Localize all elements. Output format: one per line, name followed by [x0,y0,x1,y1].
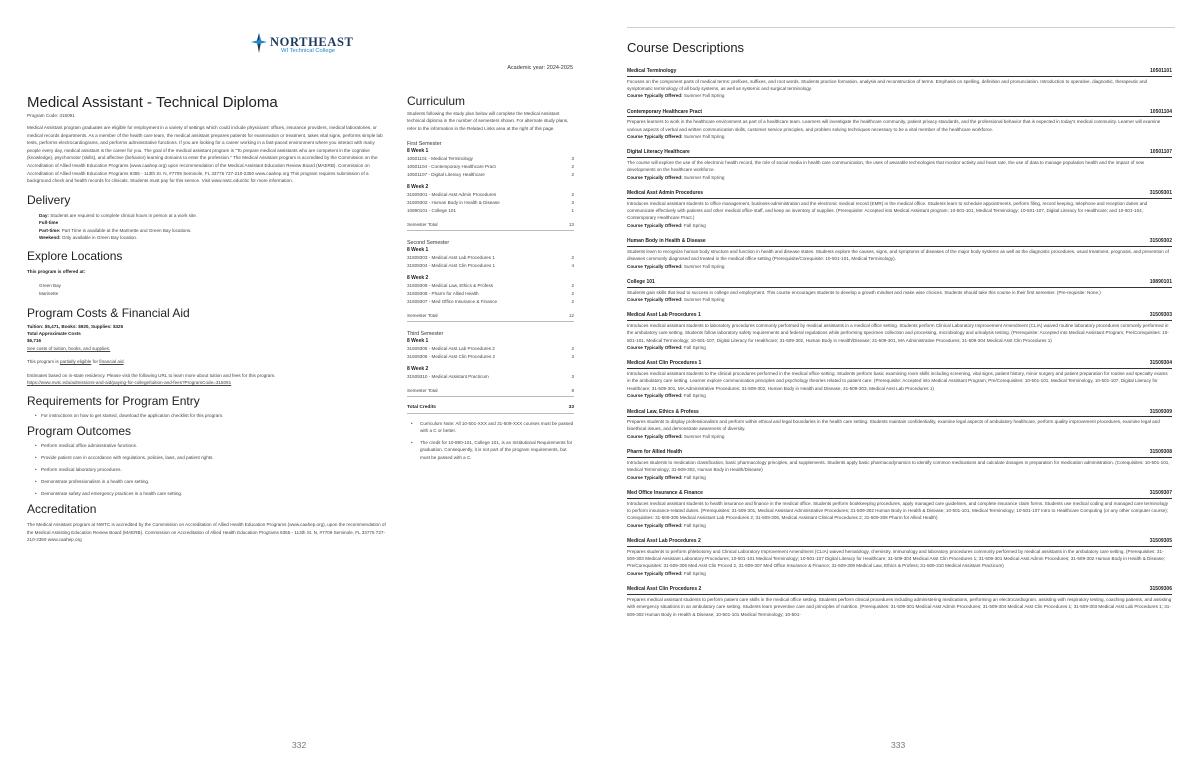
course-credits: 3 [571,373,574,379]
offered-label: Course Typically Offered: [627,222,683,228]
delivery-text: Only available in Green Bay location. [61,234,138,240]
tuition-url-link[interactable]: https://www.nwtc.edu/admissions-and-aid/paying-for-college/tuition-and-fees?ProgramCode=315091 [27,380,232,386]
course-offered [627,570,1172,577]
course-name: 31509307 - Med Office Insurance & Finance [407,299,498,305]
compass-star-icon [250,32,268,54]
course-description-header [627,279,1172,288]
delivery-item [39,219,387,226]
offered-label: Course Typically Offered: [627,93,683,99]
offered-at-label: This program is offered at: [27,269,86,275]
course-description [627,586,1172,618]
course-offered [627,133,1172,140]
offered-value: Fall Spring [683,522,706,528]
course-description-text: Introduces medical assistant students to office management, business-administration and the electronic medical record (EMR) in the medical office. Students learn to schedule appointments, perform filing, record keeping, telephone and reception duties and communicate effectively with patients and other medical office staff, and keep an inventory of supplies. (Prerequisite: Accepted into Medical Assistant program; 10-501-101, Medical Terminology; 10-501-107, Digital Literacy for Healthcare; and 10-501-104, Contemporary Healthcare Pract.) [627,200,1148,221]
course-title: Contemporary Healthcare Pract [627,108,703,115]
course-credits: 2 [571,345,574,351]
course-description [627,238,1172,270]
delivery-heading: Delivery [27,192,71,207]
course-description-header [627,409,1172,418]
logo-name: NORTHEAST [270,35,354,49]
offered-value: Summer Fall Spring [683,433,725,439]
course-row [407,199,574,207]
course-description-header [627,149,1172,158]
delivery-text: Part Time is available at the Marinette and Green Bay locations. [61,227,192,233]
course-code: 31509309 [1149,408,1172,415]
location-item: Green Bay [39,282,61,288]
offered-value: Summer Fall Spring [683,263,725,269]
list-item: • Demonstrate safety and emergency practices in a health care setting. [35,490,387,497]
course-description [627,409,1172,441]
delivery-label: Full-time [39,220,59,226]
course-description-text: Prepares learners to work in the healthcare environment as part of a healthcare team. Learners will investigate the healthcare community, patient privacy standards, and the professional behavior that is expected in today's medical community. Learner will examine various aspects of verbal and written communication skills, customer service principles, and problem solving techniques necessary to be a vital member of the healthcare workforce. [627,119,1161,132]
course-description-header [627,190,1172,199]
course-description-header [627,586,1172,595]
course-offered [627,92,1172,99]
semester-total [407,387,574,397]
offered-label: Course Typically Offered: [627,522,683,528]
course-row [407,298,574,306]
course-description [627,538,1172,577]
divider [627,27,1175,28]
offered-label: Course Typically Offered: [627,134,683,140]
offered-label: Course Typically Offered: [627,570,683,576]
course-description [627,149,1172,181]
page-number-right: 333 [891,740,906,750]
course-code: 10501107 [1150,149,1172,156]
course-description-header [627,490,1172,499]
course-title: Medical Asst Clin Procedures 1 [627,360,702,367]
course-offered [627,263,1172,270]
semester-total-label: Semester Total [407,222,438,228]
course-name: 10501107 - Digital Literacy Healthcare [407,172,485,178]
locations-list [27,282,387,298]
partially-eligible-link[interactable]: partially eligible [59,359,92,365]
right-page [600,0,1200,776]
list-item: • Provide patient care in accordance with regulations, policies, laws, and patient rights. [35,454,387,461]
semester-total [407,312,574,322]
academic-year: Academic year: 2024-2025 [507,65,573,71]
list-item: • For instructions on how to get started, download the application checklist for this program. [35,412,387,419]
course-description-text: Introduces medical assistant students to the clinical procedures performed in the medical office setting. Students perform basic examining room skills including screening, vital signs, patient history, minor surgery and patient preparation for routine and specialty exams in the ambulatory care setting. Learner explore communication principles and psychology theories related to patient care. (Prerequisite: Accepted into Medical Assistant Program; Pre/Corequisites: 10-501-101, Medical Terminology, 10-501-107, Digital Literacy for Healthcare; 31-509-301, MA Administrative Procedures; 31-509-302, Human Body in Health and Disease, 31-509-303, Medical Asst Lab Procedures 1) [627,370,1168,391]
course-row [407,155,574,163]
course-description-text: Prepares students to display professionalism and perform within ethical and legal boundaries in the health care setting. Students maintain confidentiality, examine legal aspects of ambulatory healthcare, perform quality improvement procedures, examine legal and bioethical issues, and demonstrate awareness of diversity. [627,419,1160,432]
page-title: Medical Assistant - Technical Diploma [27,94,278,111]
week-label: 8 Week 2 [407,184,429,191]
course-offered [627,296,1172,303]
offered-value: Fall Spring [683,474,706,480]
course-code: 31509308 [1149,449,1172,456]
course-credits: 2 [571,299,574,305]
delivery-label: Part-time: [39,227,61,233]
course-row [407,171,574,179]
course-name: 31509310 - Medical Assistant Practicum [407,373,489,379]
course-title: Medical Asst Admin Procedures [627,190,704,197]
tuition-line: Tuition: $5,471, Books: $920, Supplies: $325 [27,323,124,329]
program-code: Program Code: 315091 [27,113,75,118]
course-row [407,207,574,215]
accreditation-text: The Medical Assistant program at NWTC is accredited by the Commission on Accreditation of Allied Health Education Programs (www.caahep.org), upon the recommendation of the Medical Assisting Education Review Board (MAERB). Commission on Accreditation of Allied Health Education Programs 9355 - 113th St. N, #7709 Seminole, FL 33775 727-210-2350 www.caahep.org [27,522,386,543]
semester-title: Third Semester [407,331,444,338]
course-description-list [627,68,1172,738]
course-name: 31509304 - Medical Asst Clin Procedures 1 [407,263,496,269]
delivery-text: Students are required to complete clinical hours in person at a work site. [50,212,198,218]
total-credits-label: Total Credits [407,405,436,411]
course-name: 31509302 - Human Body in Health & Disease [407,200,500,206]
curriculum-note: • The credit for 10-890-101, College 101, is an Institutional Requirements for graduation. Consequently, it is not part of the program requirements, but must be passed with a C. [411,439,574,461]
eligible-mid: for [91,359,100,365]
course-description [627,449,1172,481]
program-intro: Medical Assistant program graduates are eligible for employment in a variety of settings which could include physicians' offices, insurance providers, medical laboratories, or medical records departments. As a member of the health care team, the medical assistant prepares patients for examination or treatment, takes vital signs, performs simple lab tests, performs electrocardiograms, and performs administrative functions. If you are looking for a career working in a fast-paced environment where you interact with many people every day, medical assistant is the career for you. The goal of the medical assistant program is "To prepare medical assistants who are competent in the cognitive (knowledge), psychomotor (skills), and affective (behavior) learning domains to enter the profession." The Medical Assistant program is accredited by the Commission on the Accreditation of Allied Health Education Programs (www.caahep.org) upon recommendation of the Medical Assistant Education Review Board (MAERB). Commission on Accreditation of Allied Health Education Programs 9355 - 113th St. N, #7709 Seminole, FL 33775 727-210-2350 www.caahep.org This program requires submission of a background check and health records for clinicals. Students must pay for this service. Visit www.nwtc.edu/cbc for more information. [27,125,383,184]
total-costs-label: Total Approximate Costs [27,331,81,336]
course-offered [627,433,1172,440]
college-logo [250,32,360,56]
course-title: College 101 [627,279,655,285]
course-name: 31509303 - Medical Asst Lab Procedures 1 [407,254,495,260]
delivery-label: Weekend: [39,234,61,240]
course-row [407,163,574,171]
course-row [407,353,574,361]
offered-label: Course Typically Offered: [627,474,683,480]
course-offered [627,392,1172,399]
course-title: Med Office Insurance & Finance [627,490,703,496]
course-description-text: Students gain skills that lead to success in college and employment. This course encourages students to develop a growth mindset and make wise choices. Students should take this course in their first semester. (Pre-requisite: None.) [627,289,1101,295]
course-name: 31509309 - Medical Law, Ethics & Profess [407,282,494,288]
financial-aid-link[interactable]: financial aid [99,359,124,365]
program-overview [27,94,387,544]
semester-total [407,221,574,231]
semester-total-label: Semester Total [407,313,438,319]
offered-label: Course Typically Offered: [627,345,683,351]
eligible-post: . [123,359,125,365]
course-descriptions-heading: Course Descriptions [627,40,745,55]
course-description [627,68,1172,100]
delivery-label: Day: [39,212,49,218]
total-costs-value: $6,716 [27,338,42,344]
offered-label: Course Typically Offered: [627,393,683,399]
course-description-header [627,238,1172,247]
course-offered [627,522,1172,529]
course-description-header [627,360,1172,369]
offered-label: Course Typically Offered: [627,296,683,302]
course-name: 31509306 - Medical Asst Clin Procedures 2 [407,354,496,360]
week-label: 8 Week 1 [407,247,429,254]
week-label: 8 Week 2 [407,275,429,282]
eligible-pre: This program is [27,359,60,365]
aid-eligibility [27,358,387,365]
offered-value: Fall Spring [683,393,706,399]
course-code: 10501104 [1150,108,1172,115]
course-title: Human Body in Health & Disease [627,238,706,245]
course-description [627,360,1172,399]
course-credits: 2 [571,163,574,169]
offered-label: Course Typically Offered: [627,263,683,269]
course-description [627,490,1172,529]
course-description-header [627,449,1172,458]
course-name: 10501104 - Contemporary Healthcare Pract [407,163,496,169]
course-description [627,279,1172,303]
course-description-text: Prepares students to perform phlebotomy and Clinical Laboratory Improvement Amendment (CLIA) waived hematology, chemistry, immunology and laboratory procedures commonly performed by medical assistants in the ambulatory care setting. (Prerequisites: 31-509-303 Medical Assistant Laboratory Procedures; 10-501-101 Medical Terminology; 10-501-107 Digital Literacy for Healthcare; 31-509-304 Medical Asst Clin Procedures 1; 31-509-301 Medical Asst Admin Procedures; 31-509-302 Human Body in Health & Disease; Pre/Corequisites: 31-509-306 Med Asst Clin Proced 2, 31-509-307 Med Office Insurance & Finance; 31-509-309 Medical Law, Ethics & Profess; 31-509-310 Medical Assistant Practicum) [627,548,1165,569]
course-row [407,191,574,199]
course-title: Medical Law, Ethics & Profess [627,408,699,415]
course-description [627,109,1172,141]
course-description-text: Introduces medical assistant students to laboratory procedures commonly performed by medical assistants in a medical office setting. Students perform Clinical Laboratory Improvement Amendment (CLIA) waived routine laboratory procedures commonly performed in the ambulatory care setting. Students follow laboratory safety requirements and federal regulations while performing specimen collection and processing, microbiology and urinalysis testing. (Prerequisite: Accepted into Medical Assistant Program; Pre/Corequisites: 10-501-101, Medical Terminology; 10-501-107, Digital Literacy for Healthcare; 31-509-302, Human Body in Health/Disease; 31-509-301, MA Administrative Procedures; 31-509-304 Medical Asst Clin Procedures 1) [627,322,1169,343]
curriculum-intro: Students following the study plan below will complete the Medical Assistant technical diploma in the number of semesters shown. For alternate study plans, refer to the information in the Related Links area at the right of this page. [407,111,569,131]
logo-subtitle: WI Technical College [281,48,336,54]
course-code: 31509303 [1149,312,1172,319]
course-credits: 2 [571,172,574,178]
course-offered [627,474,1172,481]
requirements-heading: Requirements for Program Entry [27,394,200,409]
list-item: • Perform medical office administrative functions. [35,442,387,449]
offered-value: Fall Spring [683,570,706,576]
course-credits: 2 [571,282,574,288]
costs-link[interactable]: See costs of tuition, books, and supplies. [27,345,111,351]
location-item: Marinette [39,291,59,297]
course-title: Medical Asst Lab Procedures 1 [627,312,701,319]
course-credits: 3 [571,200,574,206]
course-title: Digital Literacy Healthcare [627,149,690,156]
accreditation-heading: Accreditation [27,502,97,517]
curriculum-notes [407,420,574,461]
semester-total-value: 12 [568,313,574,319]
course-credits: 2 [571,191,574,197]
course-offered [627,222,1172,229]
delivery-item [39,212,387,219]
course-name: 31509305 - Medical Asst Lab Procedures 2 [407,345,495,351]
course-code: 31509307 [1149,490,1172,496]
course-title: Medical Asst Lab Procedures 2 [627,538,701,545]
outcomes-heading: Program Outcomes [27,424,132,439]
semester-total-value: 8 [571,388,574,394]
week-label: 8 Week 1 [407,148,429,155]
curriculum-note: • Curriculum Note: All 10-501-XXX and 31-509-XXX courses must be passed with a C or better. [411,420,574,435]
course-code: 31509305 [1149,538,1172,545]
course-credits: 4 [571,263,574,269]
course-offered [627,344,1172,351]
requirements-list [27,412,387,419]
course-code: 10890101 [1149,279,1172,285]
course-description-header [627,109,1172,118]
course-title: Medical Asst Clin Procedures 2 [627,586,702,593]
semester-total-value: 13 [568,222,574,228]
course-description-text: Introduces medical assistant students to health insurance and finance in the medical office. Students perform bookkeeping procedures, apply managed care guidelines, and complete insurance claim forms. Students use medical coding and managed care terminology to perform insurance-related duties. (Prerequisites: 31-509-301, Medical Assistant Administrative Procedures; 31-509-302 Human Body in Health & Disease; 10-501-101, Medical Terminology; 10-501-107 Intro to Healthcare Computing (or any other computer course); Corequisites: 31-509-305 Medical Assistant Lab Procedures 2; 31-509-306, Medical Assistant Clinical Procedures 2; 31-509-308 Pharm for Allied Health) [627,500,1169,521]
semester-total-label: Semester Total [407,388,438,394]
week-label: 8 Week 2 [407,366,429,373]
course-name: 31509301 - Medical Asst Admin Procedures [407,191,497,197]
course-row [407,262,574,270]
course-credits: 3 [571,155,574,161]
costs-heading: Program Costs & Financial Aid [27,305,190,320]
offered-value: Summer Fall Spring [683,296,725,302]
total-credits-value: 33 [568,405,574,411]
course-name: 10501101 - Medical Terminology [407,155,473,161]
course-code: 31509304 [1149,360,1172,367]
course-row [407,290,574,298]
course-description-text: The course will explore the use of the electronic health record, the role of social media in health care communication, the uses of wearable technologies that monitor activity and heart rate, the use of data to manage population health and the impact of new developments on the healthcare workforce. [627,159,1145,173]
course-description [627,312,1172,351]
course-credits: 1 [571,208,574,214]
course-row [407,254,574,262]
course-description-text: Focuses on the component parts of medical terms: prefixes, suffixes, and root words. Students practice formation, analysis and reconstruction of terms. Emphasis on spelling, definition and pronunciation. Introduction to operative, diagnostic, therapeutic and symptomatic terminology of all body systems, as well as systemic and surgical terminology. [627,78,1148,91]
delivery-item [39,234,387,241]
course-description-text: Students learn to recognize human body structure and function in health and disease states. Students explore the causes, signs, and symptoms of diseases of the major body systems as well as the diagnostic procedures, usual treatment, prognosis, and prevention of diseases commonly diagnosed and treated in the medical office setting (Prerequisite/Corequisite: 10-501-101, Medical Terminology). [627,248,1169,262]
course-title: Pharm for Allied Health [627,449,683,456]
course-description-text: Prepares medical assistant students to perform patient care skills in the medical office setting. Students perform clinical procedures including administering medications, performing an electrocardiogram, assisting with respiratory testing, coaching patients, and assisting with emergency situations in an ambulatory care setting. Students learn preventive care and principles of nutrition. (Prerequisites: 31-509-301 Medical Asst Admin Procedures; 31-509-304 Medical Asst Clin Procedures 1; 31-509-303 Medical Asst Lab Procedures 1; 31-509-302 Human Body in Health & Disease; 10-501-101 Medical Terminology; 10-501- [627,596,1172,617]
curriculum-heading: Curriculum [407,94,466,108]
delivery-item [39,227,387,234]
offered-label: Course Typically Offered: [627,433,683,439]
course-name: 10890101 - College 101 [407,208,457,214]
delivery-list [27,212,387,242]
course-row [407,282,574,290]
curriculum-section [407,94,574,465]
course-code: 31509301 [1149,190,1172,197]
course-description [627,190,1172,229]
course-title: Medical Terminology [627,68,677,74]
total-credits [407,404,574,414]
semester-title: Second Semester [407,240,450,247]
course-code: 31509306 [1149,586,1172,593]
course-name: 31509308 - Pharm for Allied Health [407,291,479,297]
offered-value: Summer Fall Spring [683,134,725,140]
semester-title: First Semester [407,141,442,148]
list-item: • Perform medical laboratory procedures. [35,466,387,473]
course-description-header [627,68,1172,77]
course-code: 31509302 [1149,238,1172,245]
course-row [407,373,574,381]
course-row [407,345,574,353]
course-code: 10501101 [1150,68,1172,74]
cost-estimate-note: Estimates based on in-state residency. Please visit the following URL to learn more about tuition and fees for this program. [27,372,276,378]
page-number-left: 332 [292,740,307,750]
offered-value: Fall Spring [683,222,706,228]
course-description-header [627,312,1172,321]
outcomes-list [27,442,387,497]
course-credits: 2 [571,254,574,260]
list-item: • Demonstrate professionalism in a health care setting. [35,478,387,485]
course-credits: 2 [571,291,574,297]
offered-value: Fall Spring [683,345,706,351]
course-credits: 3 [571,354,574,360]
offered-label: Course Typically Offered: [627,174,683,180]
offered-value: Summer Fall Spring [683,174,725,180]
offered-value: Summer Fall Spring [683,93,725,99]
course-description-text: Introduces students to medication classification, basic pharmacology principles, and supplements. Students apply basic pharmacodynamics to identify common medications and calculate dosages in preparation for medication administration. (Corequisites: 10-501-101, Medical Terminology; 31-509-302, Human Body in Health/Disease) [627,459,1170,473]
locations-heading: Explore Locations [27,249,123,264]
week-label: 8 Week 1 [407,338,429,345]
course-offered [627,174,1172,181]
course-description-header [627,538,1172,547]
